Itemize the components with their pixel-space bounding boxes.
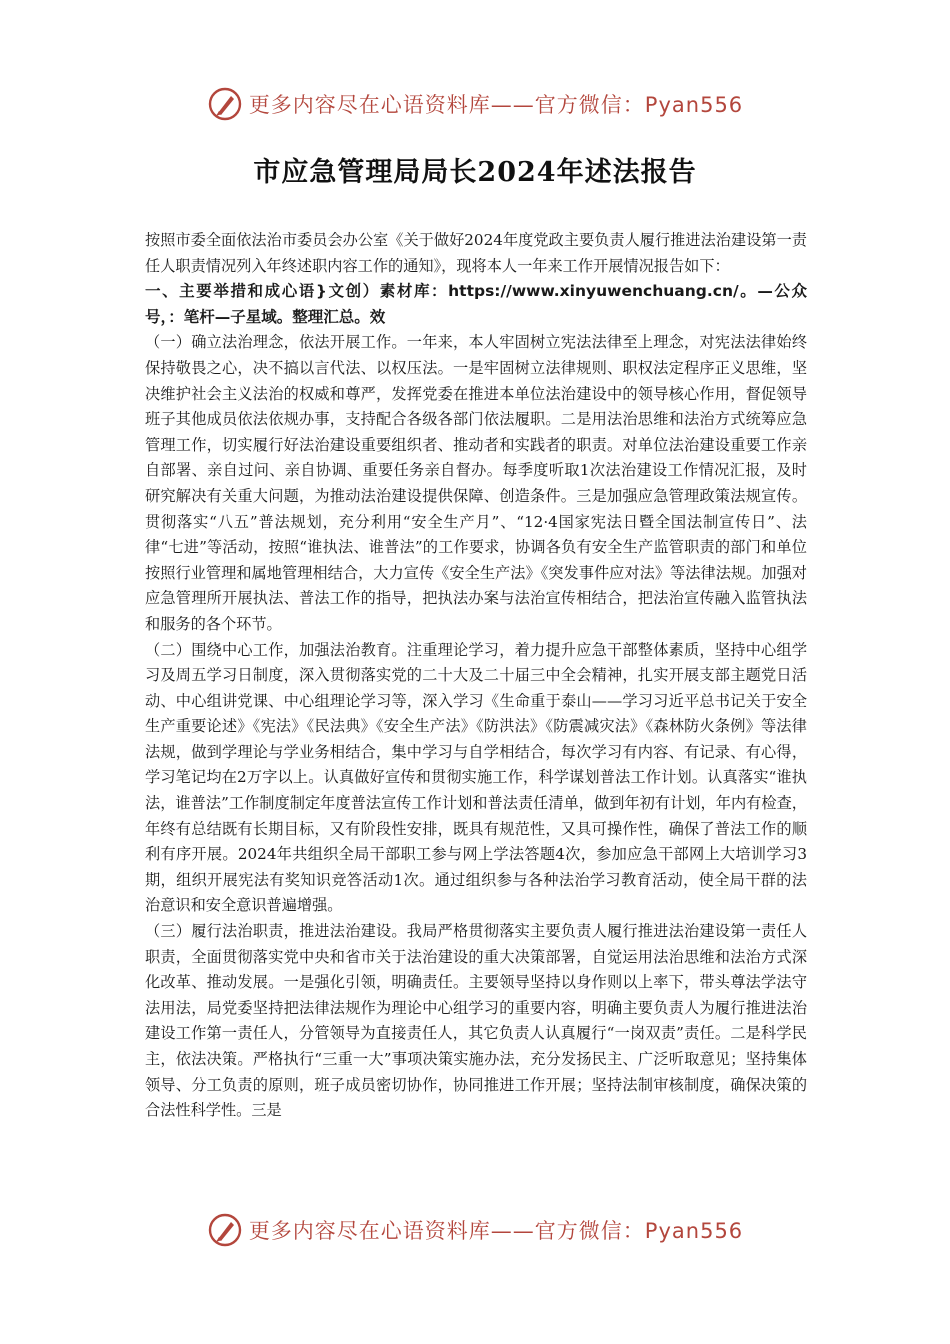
paragraph-2: （二）围绕中心工作，加强法治教育。注重理论学习，着力提升应急干部整体素质，坚持中心组学习及周五学习日制度，深入贯彻落实党的二十大及二十届三中全会精神，扎实开展支部主题党日活动、中心组讲党课、中心组理论学习等，深入学习《生命重于泰山——学习习近平总书记关于安全生产重要论述》《宪法》《民法典》《安全生产法》《防洪法》《防震减灾法》《森林防火条例》等法律法规，做到学理论与学业务相结合，集中学习与自学相结合，每次学习有内容、有记录、有心得，学习笔记均在2万字以上。认真做好宣传和贯彻实施工作，科学谋划普法工作计划。认真落实“谁执法，谁普法”工作制度制定年度普法宣传工作计划和普法责任清单，做到年初有计划，年内有检查，年终有总结既有长期目标，又有阶段性安排，既具有规范性，又具可操作性，确保了普法工作的顺利有序开展。2024年共组织全局干部职工参与网上学法答题4次，参加应急干部网上大培训学习3期，组织开展宪法有奖知识竞答活动1次。通过组织参与各种法治学习教育活动，使全局干群的法治意识和安全意识普遍增强。 <box>145 640 807 915</box>
paragraph-1: （一）确立法治理念，依法开展工作。一年来，本人牢固树立宪法法律至上理念，对宪法法律始终保持敬畏之心，决不搞以言代法、以权压法。一是牢固树立法律规则、职权法定程序正义思维，坚决维护社会主义法治的权威和尊严，发挥党委在推进本单位法治建设中的领导核心作用，督促领导班子其他成员依法依规办事，支持配合各级各部门依法履职。二是用法治思维和法治方式统筹应急管理工作，切实履行好法治建设重要组织者、推动者和实践者的职责。对单位法治建设重要工作亲自部署、亲自过问、亲自协调、重要任务亲自督办。每季度听取1次法治建设工作情况汇报，及时研究解决有关重大问题，为推动法治建设提供保障、创造条件。三是加强应急管理政策法规宣传。贯彻落实“八五”普法规划，充分利用“安全生产月”、“12·4国家宪法日暨全国法制宣传日”、法律“七进”等活动，按照“谁执法、谁普法”的工作要求，协调各负有安全生产监管职责的部门和单位按照行业管理和属地管理相结合，大力宣传《安全生产法》《突发事件应对法》等法律法规。加强对应急管理所开展执法、普法工作的指导，把执法办案与法治宣传相结合，把法治宣传融入监管执法和服务的各个环节。 <box>145 333 807 633</box>
banner-text: 更多内容尽在心语资料库——官方微信：Pyan556 <box>248 1219 744 1243</box>
footer-banner <box>0 1210 950 1250</box>
section-heading: 一、主要举措和成心语}文创）素材库：https://www.xinyuwenchuang.cn/。—公众号，：笔杆—子星域。整理汇总。效 <box>145 282 807 326</box>
document-body <box>145 228 807 1124</box>
pen-nib-logo-icon <box>207 1212 243 1248</box>
intro-paragraph: 按照市委全面依法治市委员会办公室《关于做好2024年度党政主要负责人履行推进法治建设第一责任人职责情况列入年终述职内容工作的通知》，现将本人一年来工作开展情况报告如下： <box>145 231 807 275</box>
document-title: 市应急管理局局长2024年述法报告 <box>253 157 697 188</box>
banner-text: 更多内容尽在心语资料库——官方微信：Pyan556 <box>248 93 744 117</box>
paragraph-3: （三）履行法治职责，推进法治建设。我局严格贯彻落实主要负责人履行推进法治建设第一责任人职责，全面贯彻落实党中央和省市关于法治建设的重大决策部署，自觉运用法治思维和法治方式深化改革、推动发展。一是强化引领，明确责任。主要领导坚持以身作则以上率下，带头尊法学法守法用法，局党委坚持把法律法规作为理论中心组学习的重要内容，明确主要负责人为履行推进法治建设工作第一责任人，分管领导为直接责任人，其它负责人认真履行“一岗双责”责任。二是科学民主，依法决策。严格执行“三重一大”事项决策实施办法，充分发扬民主、广泛听取意见；坚持集体领导、分工负责的原则，班子成员密切协作，协同推进工作开展；坚持法制审核制度，确保决策的合法性科学性。三是 <box>145 922 807 1120</box>
pen-nib-logo-icon <box>207 86 243 122</box>
header-banner <box>0 84 950 124</box>
